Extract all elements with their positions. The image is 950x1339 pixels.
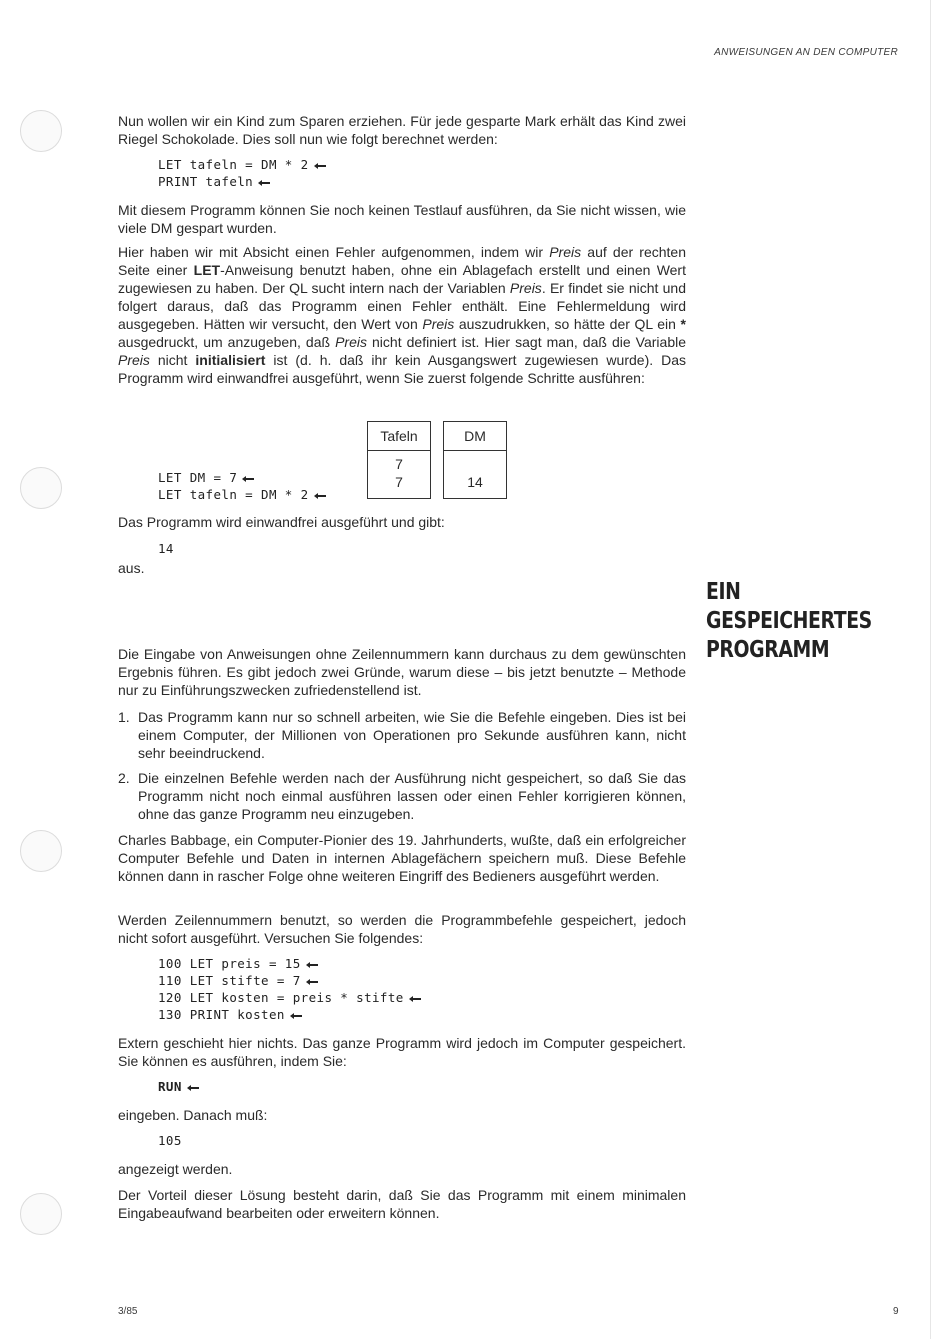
enter-key-icon [290, 1013, 302, 1019]
code-line: LET DM = 7 [158, 470, 238, 485]
code-line: PRINT tafeln [158, 174, 254, 189]
code-run: RUN [158, 1078, 199, 1095]
code-line: 120 LET kosten = preis * stifte [158, 990, 404, 1005]
output-value: 105 [158, 1133, 182, 1148]
paragraph-versuchen: Werden Zeilennummern benutzt, so werden die Programmbefehle gespeichert, jedoch nicht sofort ausgeführt. Versuchen Sie folgendes: [118, 912, 686, 946]
enter-key-icon [314, 163, 326, 169]
code-line: 110 LET stifte = 7 [158, 973, 301, 988]
running-header: ANWEISUNGEN AN DEN COMPUTER [714, 47, 898, 58]
box-label: Tafeln [368, 422, 430, 451]
keyword: LET [193, 262, 221, 278]
paragraph-ausgabe: Das Programm wird einwandfrei ausgeführt und gibt: [118, 514, 445, 530]
paragraph-vorteil: Der Vorteil dieser Lösung besteht darin, daß Sie das Programm mit einem minimalen Eingabeaufwand bearbeiten oder erweitern können. [118, 1187, 686, 1221]
paragraph-eingeben: eingeben. Danach muß: [118, 1107, 268, 1123]
page-edge [930, 0, 931, 1339]
footer-date: 3/85 [118, 1306, 138, 1317]
punch-hole [20, 830, 62, 872]
variable-name: Preis [118, 352, 150, 368]
paragraph-fehler: Hier haben wir mit Absicht einen Fehler aufgenommen, indem wir Preis auf der rechten Seite einer LET-Anweisung benutzt haben, ohne ein Ablagefach erstellt und einen Wert zugewiesen zu haben. Der QL sucht intern nach der Variablen Preis. Er findet sie nicht und folgert daraus, daß das Programm einen Fehler enthält. Eine Fehlermeldung wird ausgegeben. Hätten wir versucht, den Wert von Preis auszudrukken, so hätte der QL ein * ausgedruckt, um anzugeben, daß Preis nicht definiert ist. Hier sagt man, daß die Variable Preis nicht initialisiert ist (d. h. daß ihr kein Ausgangswert zugewiesen wurde). Das Programm wird einwandfrei ausgeführt, wenn Sie zuerst folgende Schritte ausführen: [118, 244, 687, 386]
storage-box-dm [443, 421, 507, 499]
code-line: LET tafeln = DM * 2 [158, 487, 309, 502]
section-heading: EIN GESPEICHERTES PROGRAMM [706, 579, 872, 663]
output-value: 14 [158, 541, 174, 556]
paragraph-extern: Extern geschieht hier nichts. Das ganze Programm wird jedoch im Computer gespeichert. Sie können es ausführen, indem Sie: [118, 1035, 686, 1069]
paragraph-babbage: Charles Babbage, ein Computer-Pionier des 19. Jahrhunderts, wußte, daß ein erfolgreicher Computer Befehle und Daten in internen Ablagefächern speichern muß. Diese Befehle können dann in rascher Folge ohne weiteren Eingriff des Bedieners ausgeführt werden. [118, 832, 686, 884]
storage-box-tafeln [367, 421, 431, 499]
punch-hole [20, 467, 62, 509]
box-value: 7 [395, 474, 403, 490]
enter-key-icon [306, 979, 318, 985]
variable-name: Preis [335, 334, 367, 350]
variable-name: Preis [549, 244, 582, 260]
enter-key-icon [242, 476, 254, 482]
enter-key-icon [314, 493, 326, 499]
code-block-1 [158, 156, 326, 190]
page-number: 9 [893, 1306, 899, 1317]
paragraph-zeilennummern: Die Eingabe von Anweisungen ohne Zeilennummern kann durchaus zu dem gewünschten Ergebnis führen. Es gibt jedoch zwei Gründe, warum diese – bis jetzt benutzte – Methode nur zu Einführungszwecken zufriedenstellend ist. [118, 646, 686, 698]
punch-hole [20, 110, 62, 152]
code-line: LET tafeln = DM * 2 [158, 157, 309, 172]
paragraph-testlauf: Mit diesem Programm können Sie noch keinen Testlauf ausführen, da Sie nicht wissen, wie viele DM gespart wurden. [118, 202, 686, 236]
variable-name: Preis [509, 280, 542, 296]
punch-hole [20, 1193, 62, 1235]
paragraph-aus: aus. [118, 560, 145, 576]
code-line: 130 PRINT kosten [158, 1007, 285, 1022]
enter-key-icon [187, 1085, 199, 1091]
enter-key-icon [306, 962, 318, 968]
variable-name: Preis [422, 316, 455, 332]
box-value: 14 [467, 474, 483, 490]
paragraph-angezeigt: angezeigt werden. [118, 1161, 233, 1177]
code-block-3 [158, 955, 421, 1023]
list-item: 1. Das Programm kann nur so schnell arbeiten, wie Sie die Befehle eingeben. Dies ist bei einem Computer, der Millionen von Operationen pro Sekunde ausführen kann, nicht sehr beeindruckend. [118, 709, 686, 761]
code-block-2 [158, 469, 326, 503]
keyword: initialisiert [195, 352, 266, 368]
enter-key-icon [258, 180, 270, 186]
paragraph-intro: Nun wollen wir ein Kind zum Sparen erziehen. Für jede gesparte Mark erhält das Kind zwei Riegel Schokolade. Dies soll nun wie folgt berechnet werden: [118, 113, 686, 147]
box-label: DM [444, 422, 506, 451]
list-item: 2. Die einzelnen Befehle werden nach der Ausführung nicht gespeichert, so daß Sie das Programm nicht noch einmal ausführen lassen oder einen Fehler korrigieren können, ohne das ganze Programm neu einzugeben. [118, 770, 686, 822]
code-line: 100 LET preis = 15 [158, 956, 301, 971]
enter-key-icon [409, 996, 421, 1002]
box-value: 7 [395, 456, 403, 472]
